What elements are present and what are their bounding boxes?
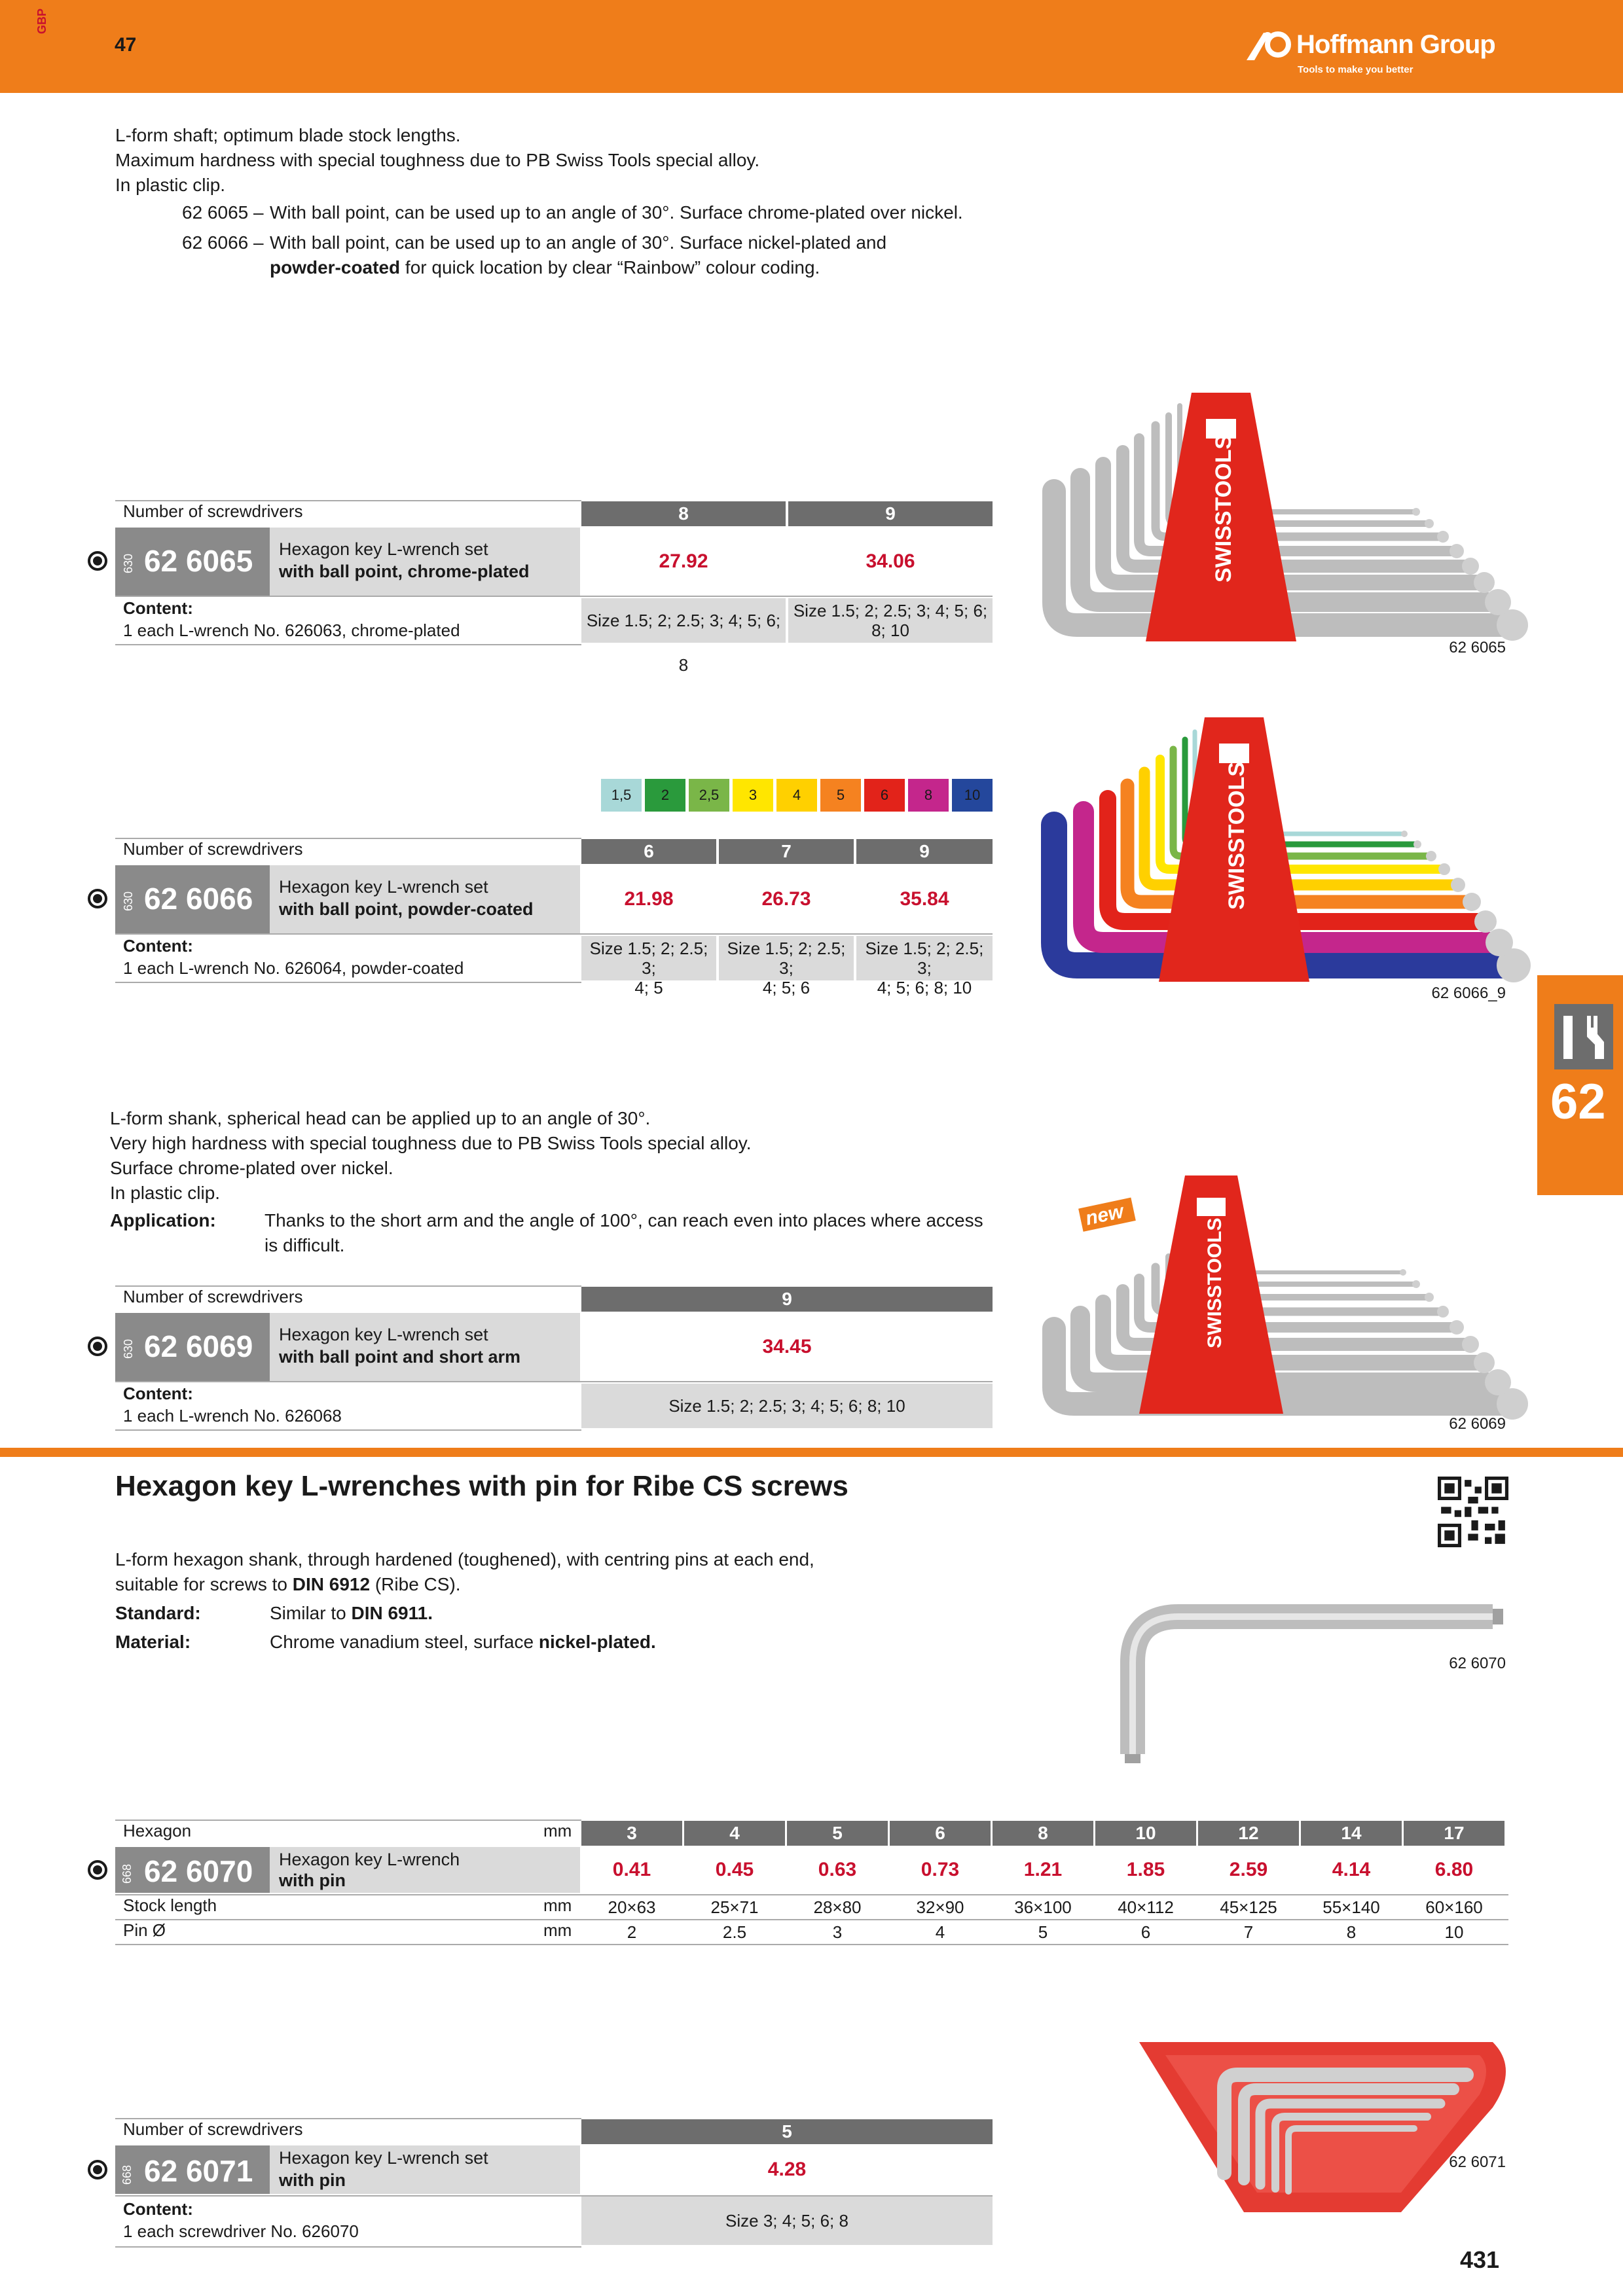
hex-cell: 10: [1095, 1821, 1196, 1846]
wrench-set-626071-image: [1126, 2029, 1519, 2225]
section3-title: Hexagon key L-wrenches with pin for Ribe CS screws: [115, 1470, 848, 1502]
size-cell: Size 1.5; 2; 2.5; 3; 4; 5; 6; 8; 10: [581, 1384, 993, 1428]
colour-code-legend: [601, 779, 994, 816]
pin-cell: 3: [832, 1922, 843, 1942]
description-cell: [270, 865, 580, 933]
size-line: 4; 5: [634, 978, 663, 997]
rule: [115, 933, 993, 935]
size-cell: Size 3; 4; 5; 6; 8: [581, 2197, 993, 2245]
description-cell: [270, 2145, 580, 2194]
pin-cell: 10: [1444, 1922, 1464, 1942]
size-cell: [581, 936, 716, 997]
standard-value: [270, 1601, 433, 1626]
pin-cell: 2.5: [722, 1922, 747, 1942]
table-626069-header-label: Number of screwdrivers: [123, 1287, 303, 1306]
section1-intro: [115, 123, 759, 198]
qr-code-icon[interactable]: [1438, 1477, 1508, 1547]
caption-626070: 62 6070: [1449, 1655, 1506, 1672]
col-header: 9: [581, 1287, 993, 1312]
col-header: 6: [581, 839, 716, 864]
rule: [115, 596, 993, 597]
desc-line2: with ball point, powder-coated: [279, 899, 534, 919]
material-finish: nickel-plated.: [538, 1632, 656, 1652]
price: 21.98: [624, 888, 674, 910]
intro-line: Surface chrome-plated over nickel.: [110, 1158, 393, 1178]
price-cell: 4.14: [1332, 1859, 1371, 1880]
content-text: 1 each screwdriver No. 626070: [123, 2221, 359, 2241]
rule: [115, 982, 581, 983]
rule: [115, 2246, 581, 2248]
stock-cell: 60×160: [1425, 1897, 1483, 1917]
reference-bullet-icon: [88, 2160, 107, 2179]
stock-cell: 40×112: [1118, 1897, 1174, 1917]
svg-text:SWISSTOOLS: SWISSTOOLS: [1204, 1217, 1226, 1348]
pin-row: [581, 1920, 1508, 1944]
stock-cell: 20×63: [608, 1897, 656, 1917]
application-line: Thanks to the short arm and the angle of 100°, can reach even into places where access: [264, 1210, 983, 1230]
variant-b-text-rest: for quick location by clear “Rainbow” colour coding.: [405, 257, 820, 278]
section3-line1: L-form hexagon shank, through hardened (toughened), with centring pins at each end,: [115, 1549, 814, 1570]
description-cell: [270, 528, 580, 596]
desc-line2: with ball point and short arm: [279, 1347, 521, 1367]
rule: [115, 1944, 1508, 1945]
price-cell: 1.85: [1126, 1859, 1165, 1880]
hex-cell: 6: [890, 1821, 991, 1846]
desc-line1: Hexagon key L-wrench set: [279, 1325, 488, 1344]
din-number: DIN 6912: [292, 1574, 371, 1594]
caption-626065: 62 6065: [1449, 639, 1506, 656]
product-code-626065[interactable]: [115, 528, 270, 596]
wrench-set-626065-image: [1034, 386, 1532, 648]
content-text: 1 each L-wrench No. 626068: [123, 1406, 342, 1426]
rule: [115, 1429, 581, 1431]
size-line: Size 1.5; 2; 2.5; 3;: [727, 939, 846, 978]
order-number: 62 6070: [144, 1854, 253, 1888]
material-text: Chrome vanadium steel, surface: [270, 1632, 534, 1652]
price: 35.84: [900, 888, 949, 910]
footer-page-number: 431: [1460, 2246, 1500, 2273]
reference-bullet-icon: [88, 1860, 107, 1880]
svg-text:SWISSTOOLS: SWISSTOOLS: [1224, 761, 1249, 910]
brand-logo[interactable]: [1244, 24, 1519, 82]
tools-chapter-icon: [1554, 1004, 1613, 1069]
colour-chip: 3: [733, 779, 773, 812]
stock-cell: 32×90: [916, 1897, 964, 1917]
col-header: 9: [856, 839, 993, 864]
hex-cell: 4: [684, 1821, 785, 1846]
intro-line: L-form shank, spherical head can be applied up to an angle of 30°.: [110, 1108, 651, 1128]
product-code-626066[interactable]: [115, 865, 270, 933]
price-cell: 1.21: [1023, 1859, 1063, 1880]
reference-bullet-icon: [88, 1336, 107, 1356]
variant-a-text: With ball point, can be used up to an angle of 30°. Surface chrome-plated over nickel.: [270, 202, 963, 223]
desc-line1: Hexagon key L-wrench: [279, 1850, 460, 1869]
unit-label: mm: [543, 1895, 572, 1915]
price: 27.92: [659, 550, 708, 572]
desc-line2: with ball point, chrome-plated: [279, 562, 530, 581]
colour-chip: 5: [820, 779, 861, 812]
caption-626069: 62 6069: [1449, 1415, 1506, 1433]
colour-chip: 6: [864, 779, 905, 812]
variant-b-text: With ball point, can be used up to an angle of 30°. Surface nickel-plated and: [270, 232, 887, 253]
group-code: 630: [122, 553, 135, 573]
size-cell: Size 1.5; 2; 2.5; 3; 4; 5; 6; 8: [581, 598, 786, 643]
svg-text:SWISSTOOLS: SWISSTOOLS: [1211, 434, 1236, 583]
caption-626066: 62 6066_9: [1431, 984, 1506, 1002]
intro-line: L-form shaft; optimum blade stock lengths.: [115, 125, 461, 145]
price-cell: 0.41: [612, 1859, 651, 1880]
hex-cell: 17: [1404, 1821, 1504, 1846]
price: 34.45: [762, 1336, 812, 1357]
col-header: 5: [581, 2119, 993, 2144]
size-line: 4; 5; 6; 8; 10: [877, 978, 972, 997]
intro-line: In plastic clip.: [110, 1183, 221, 1203]
pin-cell: 2: [627, 1922, 637, 1942]
application-label: Application:: [110, 1210, 216, 1230]
caption-626071: 62 6071: [1449, 2153, 1506, 2171]
colour-chip: 2: [645, 779, 685, 812]
price-cell: 2.59: [1229, 1859, 1268, 1880]
colour-chip: 2,5: [689, 779, 729, 812]
order-number: 62 6066: [144, 882, 253, 916]
hoffmann-logo-icon: [1244, 27, 1294, 64]
reference-bullet-icon: [88, 889, 107, 908]
desc-line1: Hexagon key L-wrench set: [279, 877, 488, 897]
new-badge: new: [1084, 1200, 1126, 1230]
description-cell: [270, 1313, 580, 1381]
size-cell: [856, 936, 993, 997]
reference-bullet-icon: [88, 551, 107, 571]
standard-label: Standard:: [115, 1603, 201, 1623]
colour-chip: 8: [908, 779, 949, 812]
hex-cell: 14: [1301, 1821, 1402, 1846]
standard-text: Similar to: [270, 1603, 346, 1623]
group-code: 668: [120, 1863, 134, 1884]
section3-line2: [115, 1572, 461, 1597]
desc-line2: with pin: [279, 2170, 346, 2190]
price-cell: 0.73: [921, 1859, 960, 1880]
material-label: Material:: [115, 1632, 191, 1652]
stock-cell: 55×140: [1322, 1897, 1380, 1917]
product-code-626070[interactable]: [115, 1847, 270, 1893]
group-code: 630: [122, 1338, 135, 1359]
stock-cell: 25×71: [710, 1897, 759, 1917]
rule: [115, 1381, 993, 1382]
brand-tagline: Tools to make you better: [1298, 64, 1413, 75]
order-number: 62 6065: [144, 544, 253, 578]
stock-cell: 45×125: [1220, 1897, 1277, 1917]
size-cell: [719, 936, 854, 997]
price-row: [581, 1847, 1508, 1893]
chapter-number: 62: [1550, 1074, 1606, 1130]
group-code: 630: [122, 891, 135, 911]
col-header: 7: [719, 839, 854, 864]
size-line: Size 1.5; 2; 2.5; 3;: [589, 939, 708, 978]
desc-line1: Hexagon key L-wrench set: [279, 539, 488, 559]
colour-chip: 10: [952, 779, 993, 812]
price-cell: 0.45: [715, 1859, 754, 1880]
header-page-number: 47: [115, 34, 137, 56]
size-cell: Size 1.5; 2; 2.5; 3; 4; 5; 6; 8; 10: [788, 598, 993, 643]
hexagon-header-row: [581, 1821, 1508, 1846]
hex-cell: 12: [1198, 1821, 1299, 1846]
rule: [115, 644, 581, 645]
powder-coated-emphasis: powder-coated: [270, 257, 401, 278]
content-label: Content:: [123, 1384, 193, 1403]
table-626071-header-label: Number of screwdrivers: [123, 2119, 303, 2139]
price-cell: 6.80: [1434, 1859, 1474, 1880]
desc-line1: Hexagon key L-wrench set: [279, 2148, 488, 2168]
order-number: 62 6069: [144, 1329, 253, 1363]
chapter-tab[interactable]: [1537, 975, 1623, 1195]
price: 4.28: [767, 2159, 807, 2180]
price: 34.06: [866, 550, 915, 572]
wrench-626070-image: [1113, 1597, 1519, 1767]
hex-cell: 5: [787, 1821, 888, 1846]
colour-chip: 4: [776, 779, 817, 812]
variant-b-code: 62 6066 –: [182, 232, 264, 253]
desc-line2: with pin: [279, 1871, 346, 1890]
pin-label: Pin Ø: [123, 1920, 166, 1940]
stock-length-label: Stock length: [123, 1895, 217, 1915]
pin-cell: 4: [935, 1922, 945, 1942]
pin-cell: 8: [1346, 1922, 1357, 1942]
table-626066-header-label: Number of screwdrivers: [123, 839, 303, 859]
hex-cell: 3: [581, 1821, 682, 1846]
order-number: 62 6071: [144, 2154, 253, 2188]
description-cell: [270, 1847, 580, 1893]
content-label: Content:: [123, 598, 193, 618]
unit-label: mm: [543, 1821, 572, 1840]
col-header: 8: [581, 501, 786, 526]
product-code-626071[interactable]: [115, 2145, 270, 2194]
content-text: 1 each L-wrench No. 626064, powder-coated: [123, 958, 464, 978]
pin-cell: 5: [1038, 1922, 1048, 1942]
group-code: 668: [120, 2164, 134, 2185]
intro-line: In plastic clip.: [115, 175, 226, 195]
material-value: [270, 1630, 656, 1655]
col-header: 9: [788, 501, 993, 526]
application-line: is difficult.: [264, 1235, 345, 1255]
intro-line: Very high hardness with special toughness due to PB Swiss Tools special alloy.: [110, 1133, 752, 1153]
product-code-626069[interactable]: [115, 1313, 270, 1381]
standard-din: DIN 6911.: [351, 1603, 433, 1623]
variant-a-code: 62 6065 –: [182, 202, 264, 223]
price-cell: 0.63: [818, 1859, 857, 1880]
stock-cell: 36×100: [1014, 1897, 1072, 1917]
din-text: suitable for screws to: [115, 1574, 287, 1594]
unit-label: mm: [543, 1920, 572, 1940]
din-suffix: (Ribe CS).: [374, 1574, 461, 1594]
brand-name: Hoffmann Group: [1296, 30, 1495, 59]
size-line: 4; 5; 6: [762, 978, 811, 997]
section-divider: [0, 1448, 1623, 1457]
size-line: Size 1.5; 2; 2.5; 3;: [865, 939, 984, 978]
application-text: [264, 1208, 983, 1258]
side-code: GBP: [35, 8, 48, 34]
content-text: 1 each L-wrench No. 626063, chrome-plated: [123, 620, 460, 640]
pin-cell: 7: [1243, 1922, 1254, 1942]
section2-intro: [110, 1106, 752, 1206]
table-626065-header-label: Number of screwdrivers: [123, 501, 303, 521]
stock-cell: 28×80: [813, 1897, 862, 1917]
intro-line: Maximum hardness with special toughness due to PB Swiss Tools special alloy.: [115, 150, 760, 170]
hexagon-label: Hexagon: [123, 1821, 192, 1840]
price: 26.73: [761, 888, 811, 910]
wrench-set-626066-image: [1034, 713, 1532, 988]
content-label: Content:: [123, 2199, 193, 2219]
hex-cell: 8: [993, 1821, 1093, 1846]
variant-b-text-2: [270, 255, 820, 280]
content-label: Content:: [123, 936, 193, 956]
stock-length-row: [581, 1895, 1508, 1919]
pin-cell: 6: [1140, 1922, 1151, 1942]
colour-chip: 1,5: [601, 779, 642, 812]
